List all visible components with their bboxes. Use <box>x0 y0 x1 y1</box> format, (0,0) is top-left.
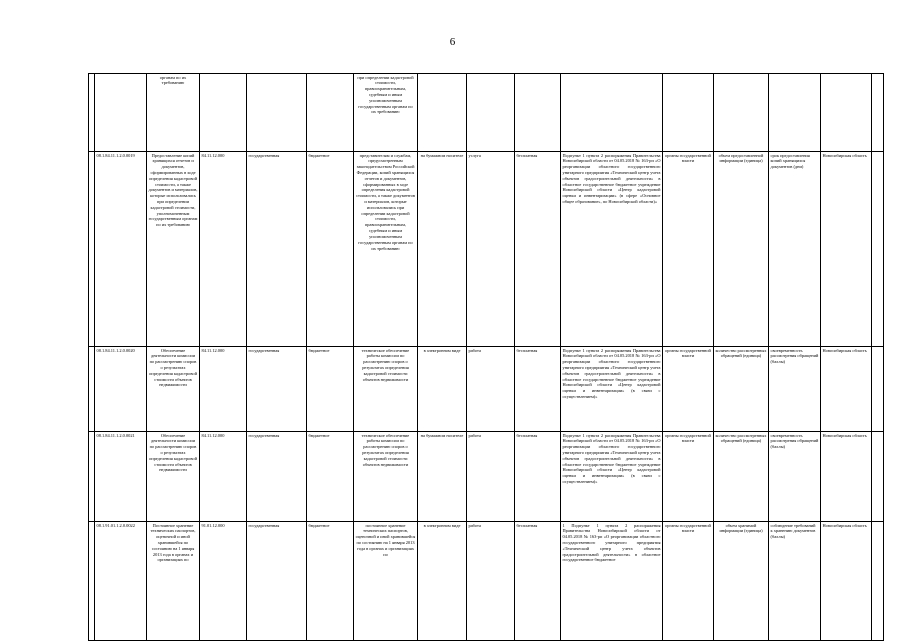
services-table <box>88 73 884 641</box>
row-recipients: представителям и службам, предусмотренным законодательством Российской Федерации, копий хранящихся отчетов и документов, сформированных в ходе определения кадастровой стоимости, а также документов и материалов, которые использовались при определении кадастровой стоимости, правоохранительным, судебным и иным уполномоченным государственным органам по их требованию <box>354 152 418 347</box>
row-basis <box>561 74 663 152</box>
row-kind: работа <box>467 347 515 432</box>
row-indicator1: объем предоставленной информации (единица) <box>714 152 769 347</box>
row-name: Обеспечение деятельности комиссии по рассмотрению споров о результатах определения кадастровой стоимости объектов недвижимости <box>147 347 200 432</box>
row-name: Предоставление копий хранящихся отчетов и документов, сформированных в ходе определения кадастровой стоимости, а также документов и материалов, которые использовались при определении кадастровой стоимости, уполномоченным государственным органам по их требованию <box>147 152 200 347</box>
row-name: Постоянное хранение технических паспортов, оценочной и иной хранившейся по состоянию на 1 января 2013 года в органах и организациях по <box>147 522 200 641</box>
row-spacer-right <box>872 522 884 641</box>
row-paid: бесплатная <box>515 432 561 522</box>
row-basis: 1 Подпункт 1 пункта 2 распоряжения Правительства Новосибирской области от 04.05.2018 № 163-рп «О реорганизации областного государственного унитарного предприятия «Технический центр учета объектов градостроительной деятельности» в областное государственное бюджетное <box>561 522 663 641</box>
row-budget <box>307 74 354 152</box>
row-indicator2: своевременность рассмотрения обращений (баллы) <box>769 347 821 432</box>
row-budget: бюджетное <box>307 432 354 522</box>
row-code: 08.1.91.01.1.2.0.0022 <box>95 522 147 641</box>
row-indicator1: количество рассмотренных обращений (единица) <box>714 347 769 432</box>
row-type: государственная <box>247 152 307 347</box>
row-paid: бесплатная <box>515 347 561 432</box>
row-recipients: техническое обеспечение работы комиссии по рассмотрению споров о результатах определения кадастровой стоимости объектов недвижимости <box>354 347 418 432</box>
row-form: на бумажном носителе <box>418 152 467 347</box>
row-spacer-right <box>872 152 884 347</box>
table-row <box>89 522 884 641</box>
row-kind: услуга <box>467 152 515 347</box>
row-budget: бюджетное <box>307 152 354 347</box>
row-spacer-right <box>872 347 884 432</box>
table-row <box>89 347 884 432</box>
row-code: 08.1.84.11.1.2.0.0020 <box>95 347 147 432</box>
row-paid: бесплатная <box>515 152 561 347</box>
row-form: на бумажном носителе <box>418 432 467 522</box>
row-code: 08.1.84.11.1.2.0.0021 <box>95 432 147 522</box>
row-name: Обеспечение деятельности комиссии по рассмотрению споров о результатах определения кадастровой стоимости объектов недвижимости <box>147 432 200 522</box>
row-body: органы государственной власти <box>663 347 714 432</box>
row-budget: бюджетное <box>307 522 354 641</box>
row-area: Новосибирская область <box>821 432 872 522</box>
row-area: Новосибирская область <box>821 152 872 347</box>
row-body: органы государственной власти <box>663 432 714 522</box>
row-form: в электронном виде <box>418 347 467 432</box>
row-area: Новосибирская область <box>821 522 872 641</box>
row-recipients: постоянное хранение технических паспортов, оценочной и иной хранившейся по состоянию на 1 января 2013 года в органах и организациях по <box>354 522 418 641</box>
row-okved: 84.11.12.000 <box>200 152 247 347</box>
row-okved: 84.11.12.000 <box>200 432 247 522</box>
row-form <box>418 74 467 152</box>
row-paid <box>515 74 561 152</box>
row-indicator2 <box>769 74 821 152</box>
row-type: государственная <box>247 522 307 641</box>
row-spacer-right <box>872 432 884 522</box>
row-body: органы государственной власти <box>663 522 714 641</box>
row-code <box>95 74 147 152</box>
table-row <box>89 152 884 347</box>
row-body <box>663 74 714 152</box>
page-number: 6 <box>449 36 456 48</box>
row-recipients: техническое обеспечение работы комиссии по рассмотрению споров о результатах определения кадастровой стоимости объектов недвижимости <box>354 432 418 522</box>
row-indicator2: соблюдение требований к хранению документов (баллы) <box>769 522 821 641</box>
row-kind: работа <box>467 522 515 641</box>
row-area <box>821 74 872 152</box>
row-okved: 84.11.12.000 <box>200 347 247 432</box>
row-okved <box>200 74 247 152</box>
row-code: 08.1.84.11.1.2.0.0019 <box>95 152 147 347</box>
row-spacer-right <box>872 74 884 152</box>
row-recipients: при определении кадастровой стоимости, правоохранительным, судебным и иным уполномоченным государственным органам по их требованию <box>354 74 418 152</box>
row-name: органам по их требованию <box>147 74 200 152</box>
row-budget: бюджетное <box>307 347 354 432</box>
row-form: в электронном виде <box>418 522 467 641</box>
row-indicator1: количество рассмотренных обращений (единица) <box>714 432 769 522</box>
row-type: государственная <box>247 432 307 522</box>
row-okved: 91.01.12.000 <box>200 522 247 641</box>
row-basis: Подпункт 1 пункта 2 распоряжения Правительства Новосибирской области от 04.05.2018 № 163-рп «О реорганизации областного государственного унитарного предприятия «Технический центр учета объектов градостроительной деятельности» в областное государственное бюджетное учреждение Новосибирской области «Центр кадастровой оценки и инвентаризации» (в связи с осуществлением)» <box>561 347 663 432</box>
row-kind <box>467 74 515 152</box>
row-type <box>247 74 307 152</box>
row-type: государственная <box>247 347 307 432</box>
row-indicator1: объем хранимой информации (единица) <box>714 522 769 641</box>
row-basis: Подпункт 1 пункта 2 распоряжения Правительства Новосибирской области от 04.05.2018 № 163-рп «О реорганизации областного государственного унитарного предприятия «Технический центр учета объектов градостроительной деятельности» в областное государственное бюджетное учреждение Новосибирской области «Центр кадастровой оценки и инвентаризации» (в сфере «Основное общее образование», по Новосибирской области)» <box>561 152 663 347</box>
row-basis: Подпункт 1 пункта 2 распоряжения Правительства Новосибирской области от 04.05.2018 № 163-рп «О реорганизации областного государственного унитарного предприятия «Технический центр учета объектов градостроительной деятельности» в областное государственное бюджетное учреждение Новосибирской области «Центр кадастровой оценки и инвентаризации» (в связи с осуществлением)» <box>561 432 663 522</box>
row-body: органы государственной власти <box>663 152 714 347</box>
row-indicator2: срок предоставления копий хранящихся документов (дни) <box>769 152 821 347</box>
row-area: Новосибирская область <box>821 347 872 432</box>
table-row <box>89 74 884 152</box>
row-kind: работа <box>467 432 515 522</box>
row-indicator2: своевременность рассмотрения обращений (баллы) <box>769 432 821 522</box>
row-indicator1 <box>714 74 769 152</box>
row-paid: бесплатная <box>515 522 561 641</box>
table-row <box>89 432 884 522</box>
